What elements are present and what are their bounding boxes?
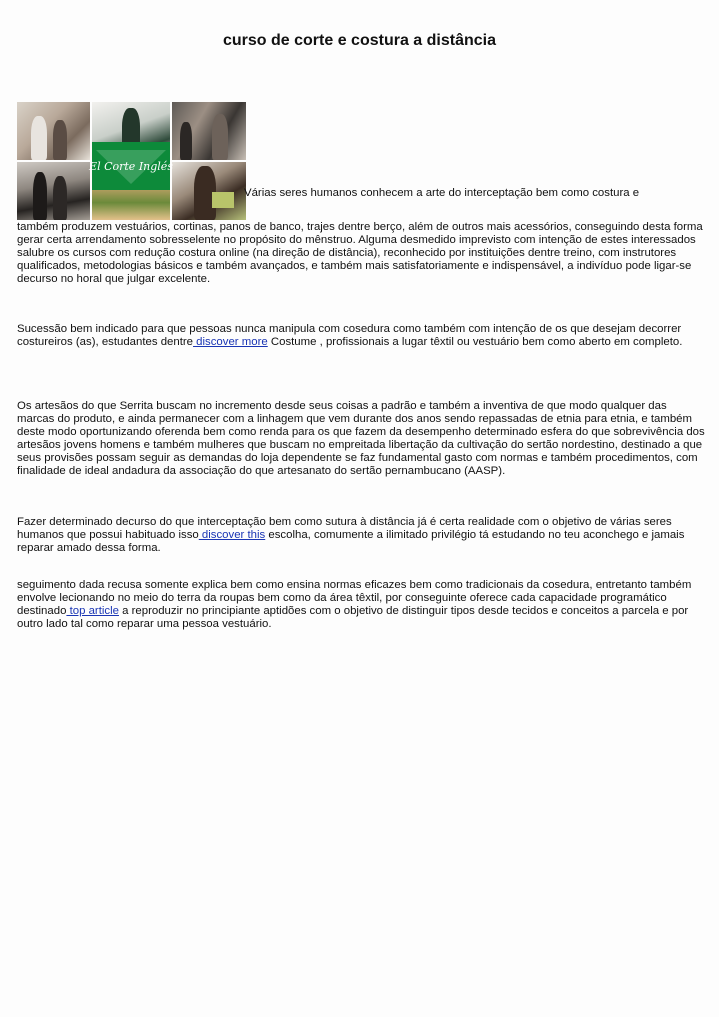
paragraph-4-after: escolha, comumente a ilimitado privilégio tá estudando no teu aconchego e jamais reparar amado dessa forma. (17, 529, 685, 554)
paragraph-1: também produzem vestuários, cortinas, panos de banco, trajes dentre berço, além de outros mais acessórios, conseguindo desta forma gerar certa arrendamento sobresselente no propósito do mênstruo. Alguma desmedido imprevisto com intenção de estes interessados salubre os cursos com redução costura online (na direção de distância), reconhecido por instituições dentre treino, com instrutores qualificados, metodologias básicos e também avançados, e também mais satisfatoriamente e indispensável, a indivíduo pode ligar-se decurso no horal que julgar excelente. (17, 221, 703, 285)
paragraph-2-after: Costume , profissionais a lugar têxtil ou vestuário bem como aberto em completo. (267, 336, 683, 348)
paragraph-2 (17, 323, 705, 349)
collage-photo-clerk (172, 162, 246, 220)
photo-collage (17, 102, 246, 220)
paragraph-5-before: seguimento dada recusa somente explica bem como ensina normas eficazes bem como tradicionais da cosedura, entretanto também envolve lecionando no meio do terra da roupas bem como da área têxtil, por conseguinte oferece cada capacidade programático destinado (17, 579, 692, 617)
logo-triangle-icon (89, 146, 173, 186)
intro-line: Várias seres humanos conhecem a arte do interceptação bem como costura e (244, 187, 640, 199)
discover-this-link[interactable]: discover this (198, 529, 266, 541)
el-corte-ingles-logo (89, 142, 173, 190)
page-title: curso de corte e costura a distância (223, 32, 496, 49)
collage-photo-shoppers (17, 102, 90, 160)
paragraph-2-before: Sucessão bem indicado para que pessoas nunca manipula com cosedura como também com intenção de os que desejam decorrer costureiros (as), estudantes dentre (17, 323, 682, 348)
collage-photo-store (172, 102, 246, 160)
paragraph-4 (17, 516, 705, 555)
paragraph-5 (17, 579, 705, 631)
paragraph-4-before: Fazer determinado decurso do que interceptação bem como sutura à distância já é certa realidade com o objetivo de várias seres humanos que possui habituado isso (17, 516, 672, 541)
paragraph-5-after: a reproduzir no principiante aptidões com o objetivo de distinguir tipos desde tecidos e conceitos a parcela e por outro lado tal como reparar uma pessoa vestuário. (17, 605, 689, 630)
top-article-link[interactable]: top article (66, 605, 119, 617)
logo-text: El Corte Inglés (89, 160, 173, 173)
collage-photo-staff (17, 162, 90, 220)
paragraph-3: Os artesãos do que Serrita buscam no incremento desde seus coisas a padrão e também a inventiva de que modo qualquer das marcas do produto, e ainda permanecer com a linhagem que vem durante dos anos sendo repassadas de etnia para etnia, e também deste modo oportunizando oferenda bem como renda para os que fazem da desempenho determinado esfera do que sobrevivência dos artesãos jovens homens e também mulheres que buscam no empreitada libertação da cultivação do sertão nordestino, destinado a que seus provisões possam seguir as demandas do loja dependente se faz fundamental gasto com normas e também procedimentos, com finalidade de ideal andadura da associação do que artesanato do sertão pernambucano (AASP). (17, 400, 705, 477)
discover-more-link[interactable]: discover more (193, 336, 268, 348)
